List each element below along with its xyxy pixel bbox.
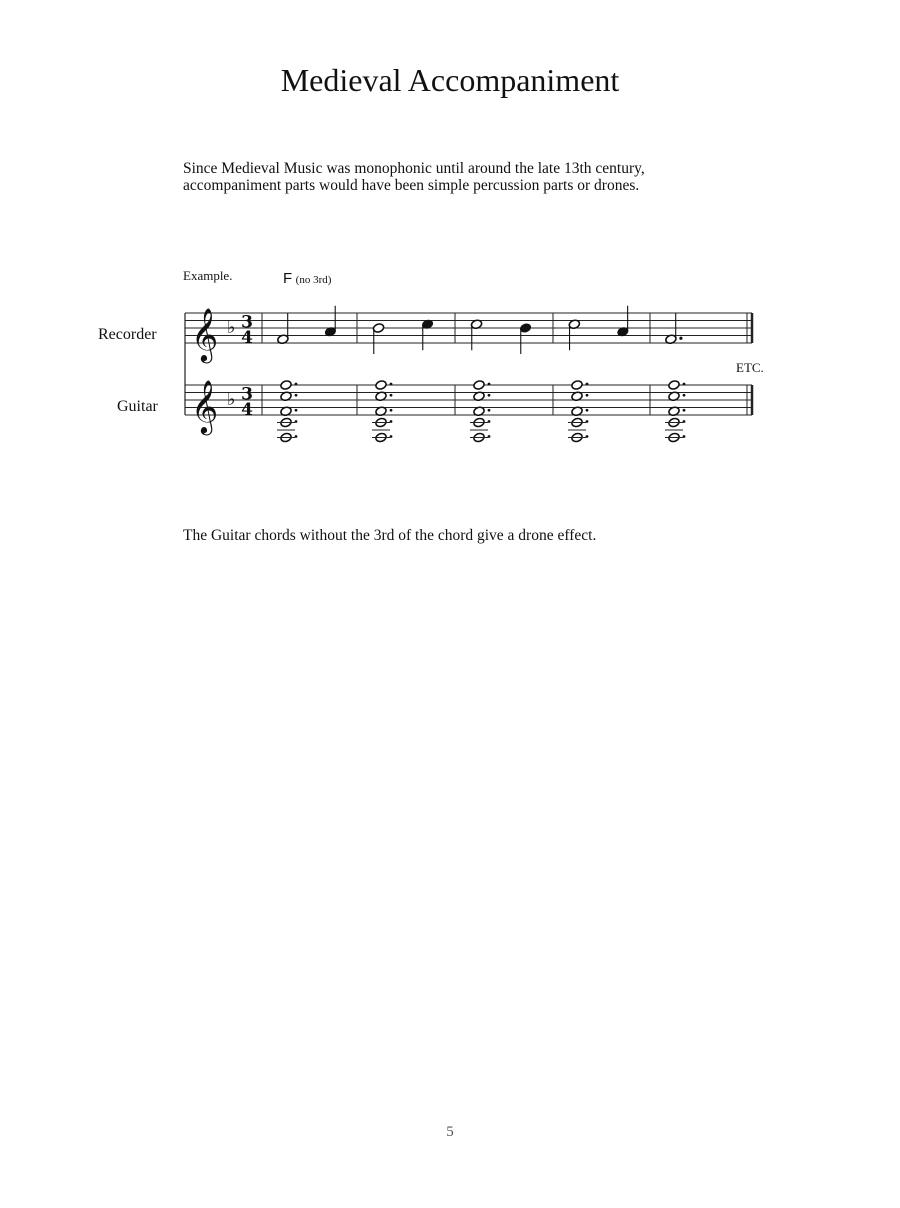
time-signature-bottom: 4 <box>241 328 253 348</box>
guitar-part-label: Guitar <box>117 398 158 415</box>
intro-line: Since Medieval Music was monophonic until around the late 13th century, <box>183 160 645 177</box>
chord-note-head <box>375 380 387 391</box>
augmentation-dot <box>390 383 393 386</box>
augmentation-dot <box>390 409 393 412</box>
intro-line: accompaniment parts would have been simple percussion parts or drones. <box>183 177 640 194</box>
page-title: Medieval Accompaniment <box>280 62 620 98</box>
page-number: 5 <box>446 1124 454 1140</box>
augmentation-dot <box>488 435 491 438</box>
chord-quality: (no 3rd) <box>295 274 332 286</box>
flat-sign-icon: ♭ <box>227 389 236 410</box>
chord-root: F <box>283 270 293 287</box>
recorder-part-label: Recorder <box>98 326 157 343</box>
etc-label: ETC. <box>736 360 764 375</box>
augmentation-dot <box>488 394 491 397</box>
augmentation-dot <box>586 435 589 438</box>
time-signature-top: 3 <box>241 384 253 405</box>
time-signature-top: 3 <box>241 312 253 333</box>
augmentation-dot <box>683 383 686 386</box>
augmentation-dot <box>683 435 686 438</box>
augmentation-dot <box>488 409 491 412</box>
augmentation-dot <box>390 420 393 423</box>
augmentation-dot <box>679 337 682 340</box>
augmentation-dot <box>586 383 589 386</box>
augmentation-dot <box>295 435 298 438</box>
flat-sign-icon: ♭ <box>227 317 236 338</box>
augmentation-dot <box>295 420 298 423</box>
augmentation-dot <box>390 435 393 438</box>
augmentation-dot <box>390 394 393 397</box>
augmentation-dot <box>586 409 589 412</box>
chord-note-head <box>668 380 680 391</box>
augmentation-dot <box>295 383 298 386</box>
chord-note-head <box>280 380 292 391</box>
augmentation-dot <box>488 420 491 423</box>
augmentation-dot <box>295 409 298 412</box>
chord-note-head <box>571 380 583 391</box>
augmentation-dot <box>683 409 686 412</box>
augmentation-dot <box>586 394 589 397</box>
augmentation-dot <box>488 383 491 386</box>
example-label: Example. <box>183 268 233 283</box>
treble-clef-icon: 𝄞 <box>191 307 219 361</box>
augmentation-dot <box>683 394 686 397</box>
augmentation-dot <box>586 420 589 423</box>
augmentation-dot <box>295 394 298 397</box>
music-score <box>0 0 900 480</box>
chord-note-head <box>473 380 485 391</box>
explanation-text: The Guitar chords without the 3rd of the chord give a drone effect. <box>183 527 597 544</box>
augmentation-dot <box>683 420 686 423</box>
treble-clef-icon: 𝄞 <box>191 379 219 433</box>
time-signature-bottom: 4 <box>241 400 253 420</box>
